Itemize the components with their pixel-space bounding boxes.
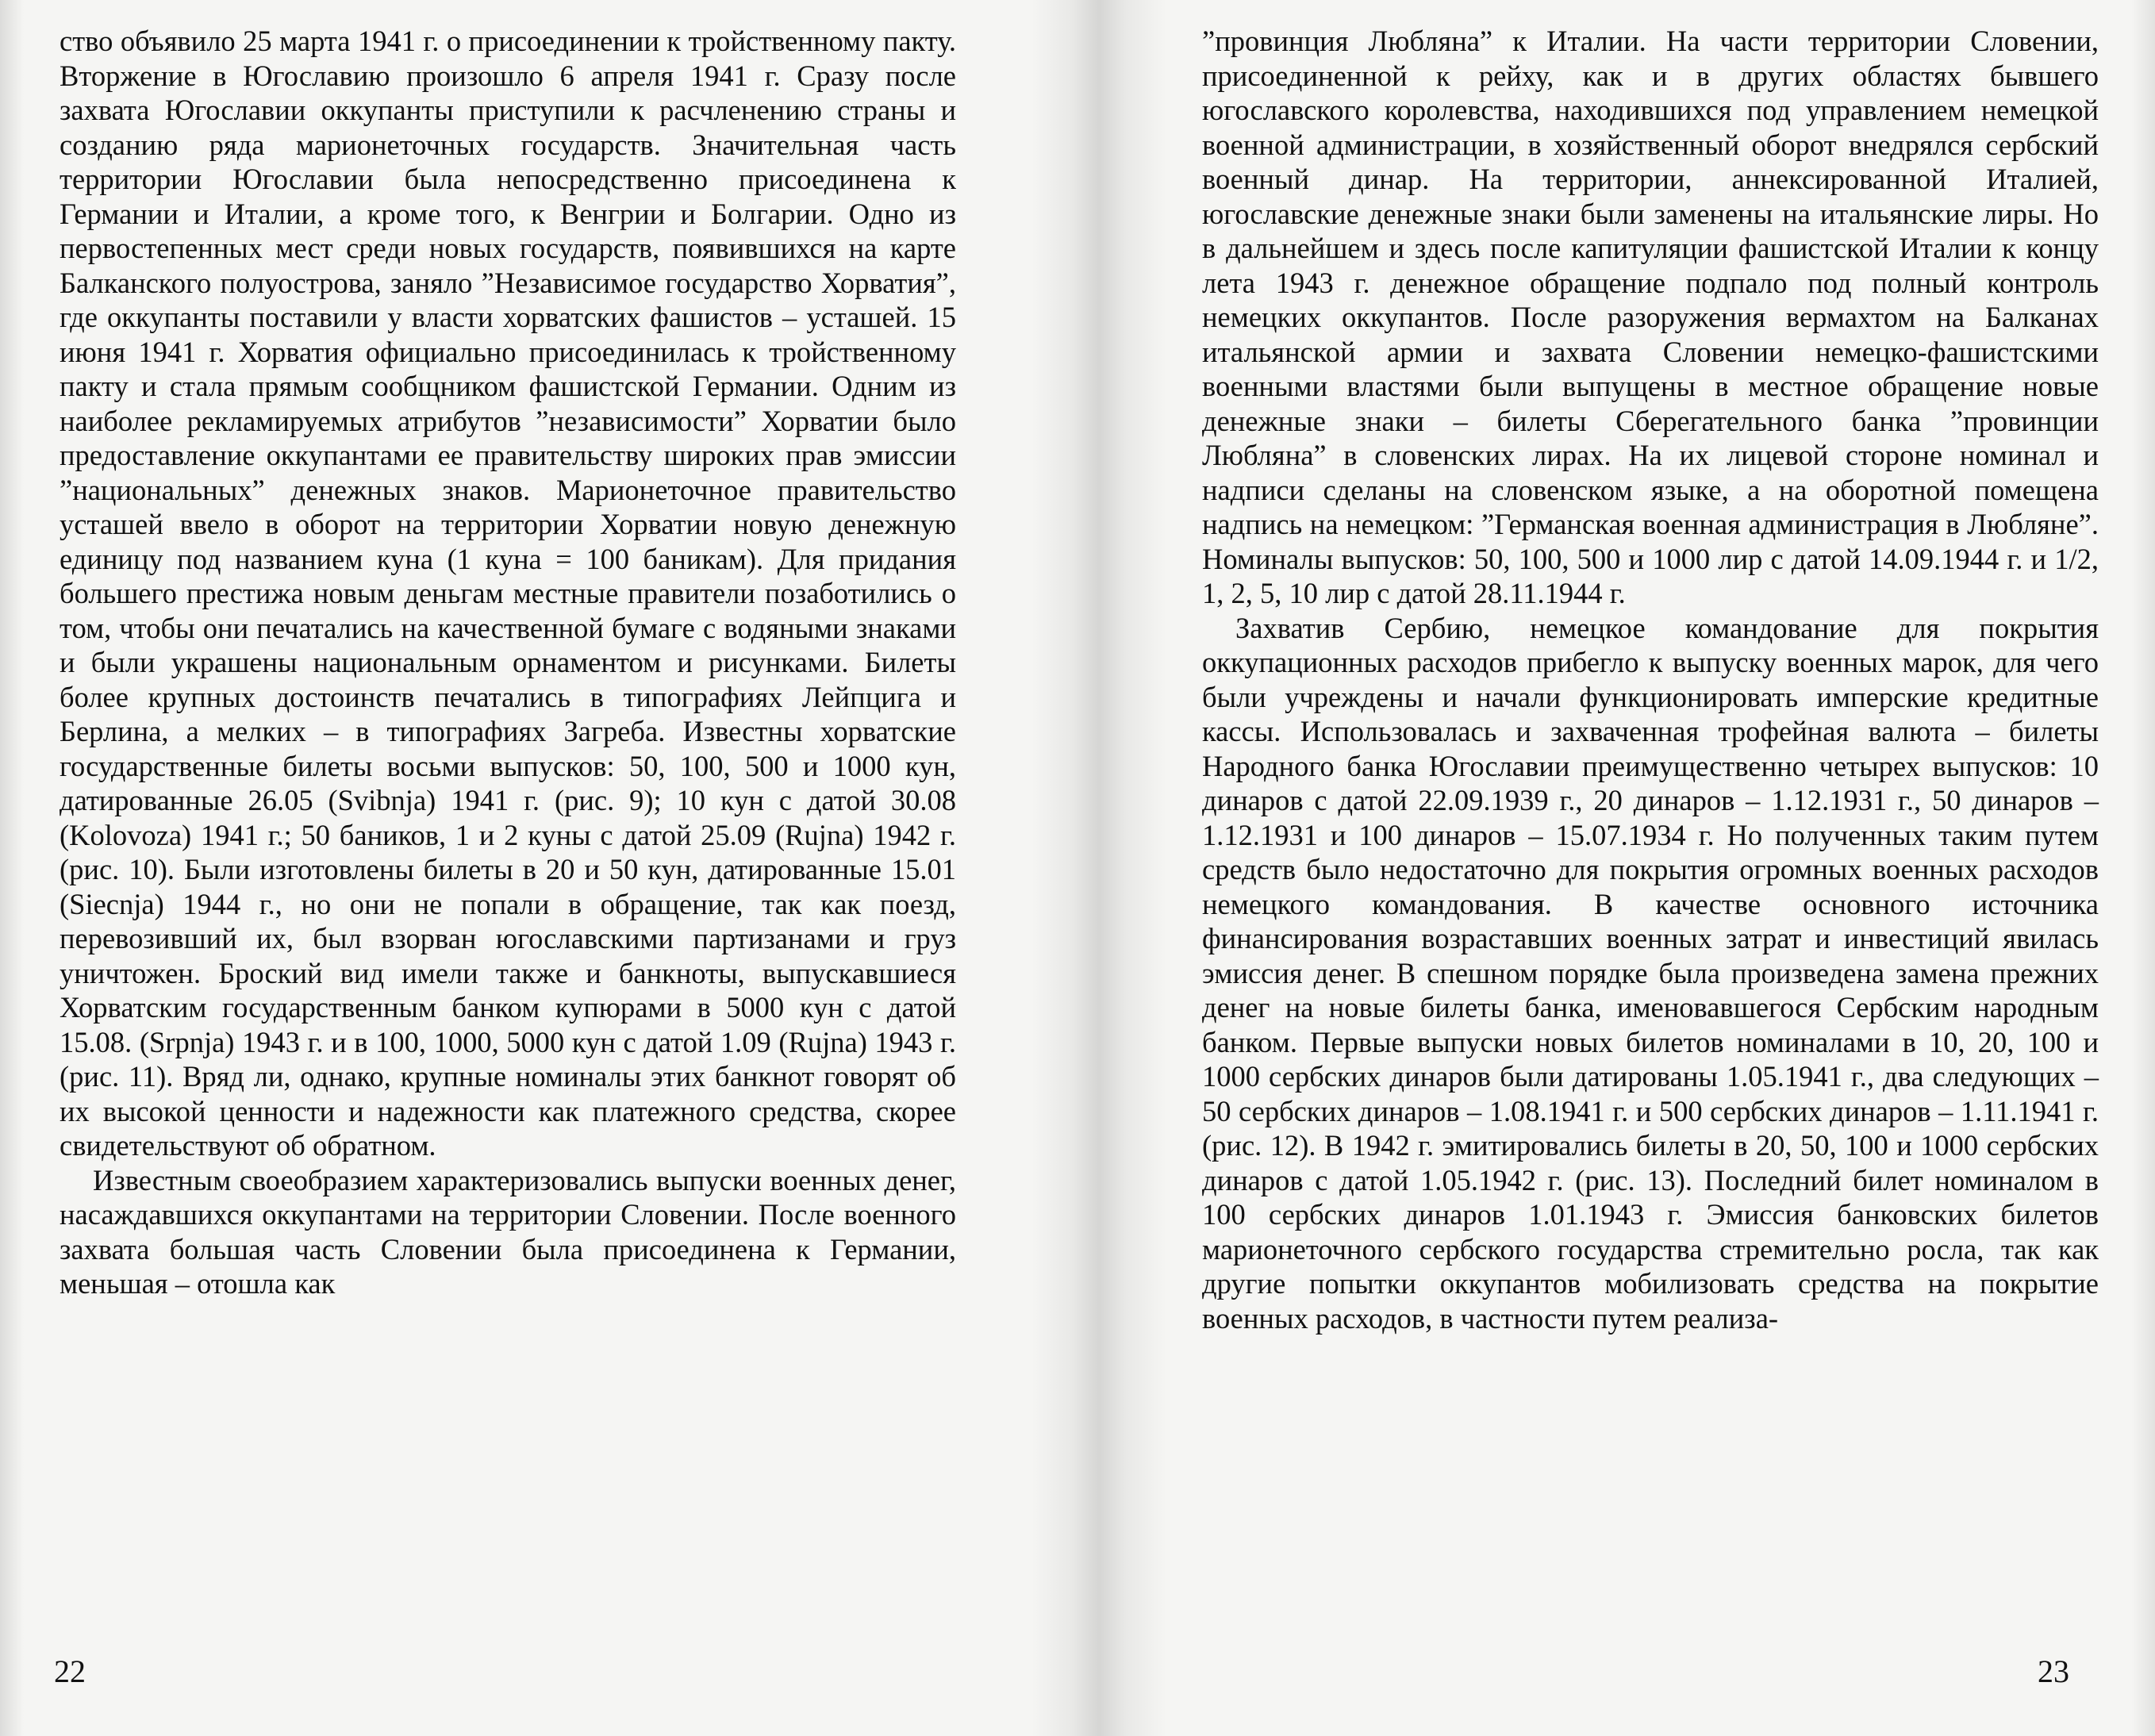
right-paragraph-2: Захватив Сербию, немецкое командование для покрытия оккупационных расходов прибегло к выпуску военных марок, для чего были учреждены и начали функционировать имперские кредитные кассы. Использовалась и захваченная трофейная валюта – билеты Народного банка Югославии преимущественно четырех выпусков: 10 динаров с датой 22.09.1939 г., 20 динаров – 1.12.1931 г., 50 динаров – 1.12.1931 и 100 динаров – 15.07.1934 г. Но полученных таким путем средств было недостаточно для покрытия огромных военных расходов немецкого командования. В качестве основного источника финансирования возраставших военных затрат и инвестиций явилась эмиссия денег. В спешном порядке была произведена замена прежних денег на новые билеты банка, именовавшегося Сербским народным банком. Первые выпуски новых билетов номиналами в 10, 20, 100 и 1000 сербских динаров были датированы 1.05.1941 г., два следующих – 50 сербских динаров – 1.08.1941 г. и 500 сербских динаров – 1.11.1941 г. (рис. 12). В 1942 г. эмитировались билеты в 20, 50, 100 и 1000 сербских динаров с датой 1.05.1942 г. (рис. 13). Последний билет номиналом в 100 сербских динаров 1.01.1943 г. Эмиссия банковских билетов марионеточного сербского государства стремительно росла, так как другие попытки оккупантов мобилизовать средства на покрытие военных расходов, в частности путем реализа- xyxy=(1202,611,2099,1335)
left-paragraph-2: Известным своеобразием характеризовались выпуски военных денег, насаждавшихся оккупантами на территории Словении. После военного захвата большая часть Словении была присоединена к Германии, меньшая – отошла как xyxy=(60,1163,956,1300)
right-page-text xyxy=(1202,24,2099,1335)
right-edge-shadow xyxy=(2131,0,2155,1736)
book-gutter-shadow xyxy=(1031,0,1166,1736)
right-page xyxy=(1202,24,2099,1335)
right-paragraph-1: ”провинция Любляна” к Италии. На части территории Словении, присоединенной к рейху, как и в других областях бывшего югославского королевства, находившихся под управлением немецкой военной администрации, в хозяйственный оборот внедрялся сербский военный динар. На территории, аннексированной Италией, югославские денежные знаки были заменены на итальянские лиры. Но в дальнейшем и здесь после капитуляции фашистской Италии к концу лета 1943 г. денежное обращение подпало под полный контроль немецких оккупантов. После разоружения вермахтом на Балканах итальянской армии и захвата Словении немецко-фашистскими военными властями были выпущены в местное обращение новые денежные знаки – билеты Сберегательного банка ”провинции Любляна” в словенских лирах. На их лицевой стороне номинал и надписи сделаны на словенском языке, а на оборотной помещена надпись на немецком: ”Германская военная администрация в Любляне”. Номиналы выпусков: 50, 100, 500 и 1000 лир с датой 14.09.1944 г. и 1/2, 1, 2, 5, 10 лир с датой 28.11.1944 г. xyxy=(1202,25,2099,609)
left-edge-shadow xyxy=(0,0,24,1736)
right-page-number: 23 xyxy=(2038,1653,2069,1689)
left-page-number: 22 xyxy=(54,1653,86,1689)
left-paragraph-1: ство объявило 25 марта 1941 г. о присоединении к тройственному пакту. Вторжение в Югославию произошло 6 апреля 1941 г. Сразу после захвата Югославии оккупанты приступили к расчленению страны и созданию ряда марионеточных государств. Значительная часть территории Югославии была непосредственно присоединена к Германии и Италии, а кроме того, к Венгрии и Болгарии. Одно из первостепенных мест среди новых государств, появившихся на карте Балканского полуострова, заняло ”Независимое государство Хорватия”, где оккупанты поставили у власти хорватских фашистов – усташей. 15 июня 1941 г. Хорватия официально присоединилась к тройственному пакту и стала прямым сообщником фашистской Германии. Одним из наиболее рекламируемых атрибутов ”независимости” Хорватии было предоставление оккупантами ее правительству широких прав эмиссии ”национальных” денежных знаков. Марионеточное правительство усташей ввело в оборот на территории Хорватии новую денежную единицу под названием куна (1 куна = 100 баникам). Для придания большего престижа новым деньгам местные правители позаботились о том, чтобы они печатались на качественной бумаге с водяными знаками и были украшены национальным орнаментом и рисунками. Билеты более крупных достоинств печатались в типографиях Лейпцига и Берлина, а мелких – в типографиях Загреба. Известны хорватские государственные билеты восьми выпусков: 50, 100, 500 и 1000 кун, датированные 26.05 (Svibnja) 1941 г. (рис. 9); 10 кун с датой 30.08 (Kolovoza) 1941 г.; 50 баников, 1 и 2 куны с датой 25.09 (Rujna) 1942 г. (рис. 10). Были изготовлены билеты в 20 и 50 кун, датированные 15.01 (Siecnja) 1944 г., но они не попали в обращение, так как поезд, перевозивший их, был взорван югославскими партизанами и груз уничтожен. Броский вид имели также и банкноты, выпускавшиеся Хорватским государственным банком купюрами в 5000 кун с датой 15.08. (Srpnja) 1943 г. и в 100, 1000, 5000 кун с датой 1.09 (Rujna) 1943 г. (рис. 11). Вряд ли, однако, крупные номиналы этих банкнот говорят об их высокой ценности и надежности как платежного средства, скорее свидетельствуют об обратном. xyxy=(60,25,956,1162)
left-page xyxy=(60,24,956,1301)
left-page-text xyxy=(60,24,956,1301)
